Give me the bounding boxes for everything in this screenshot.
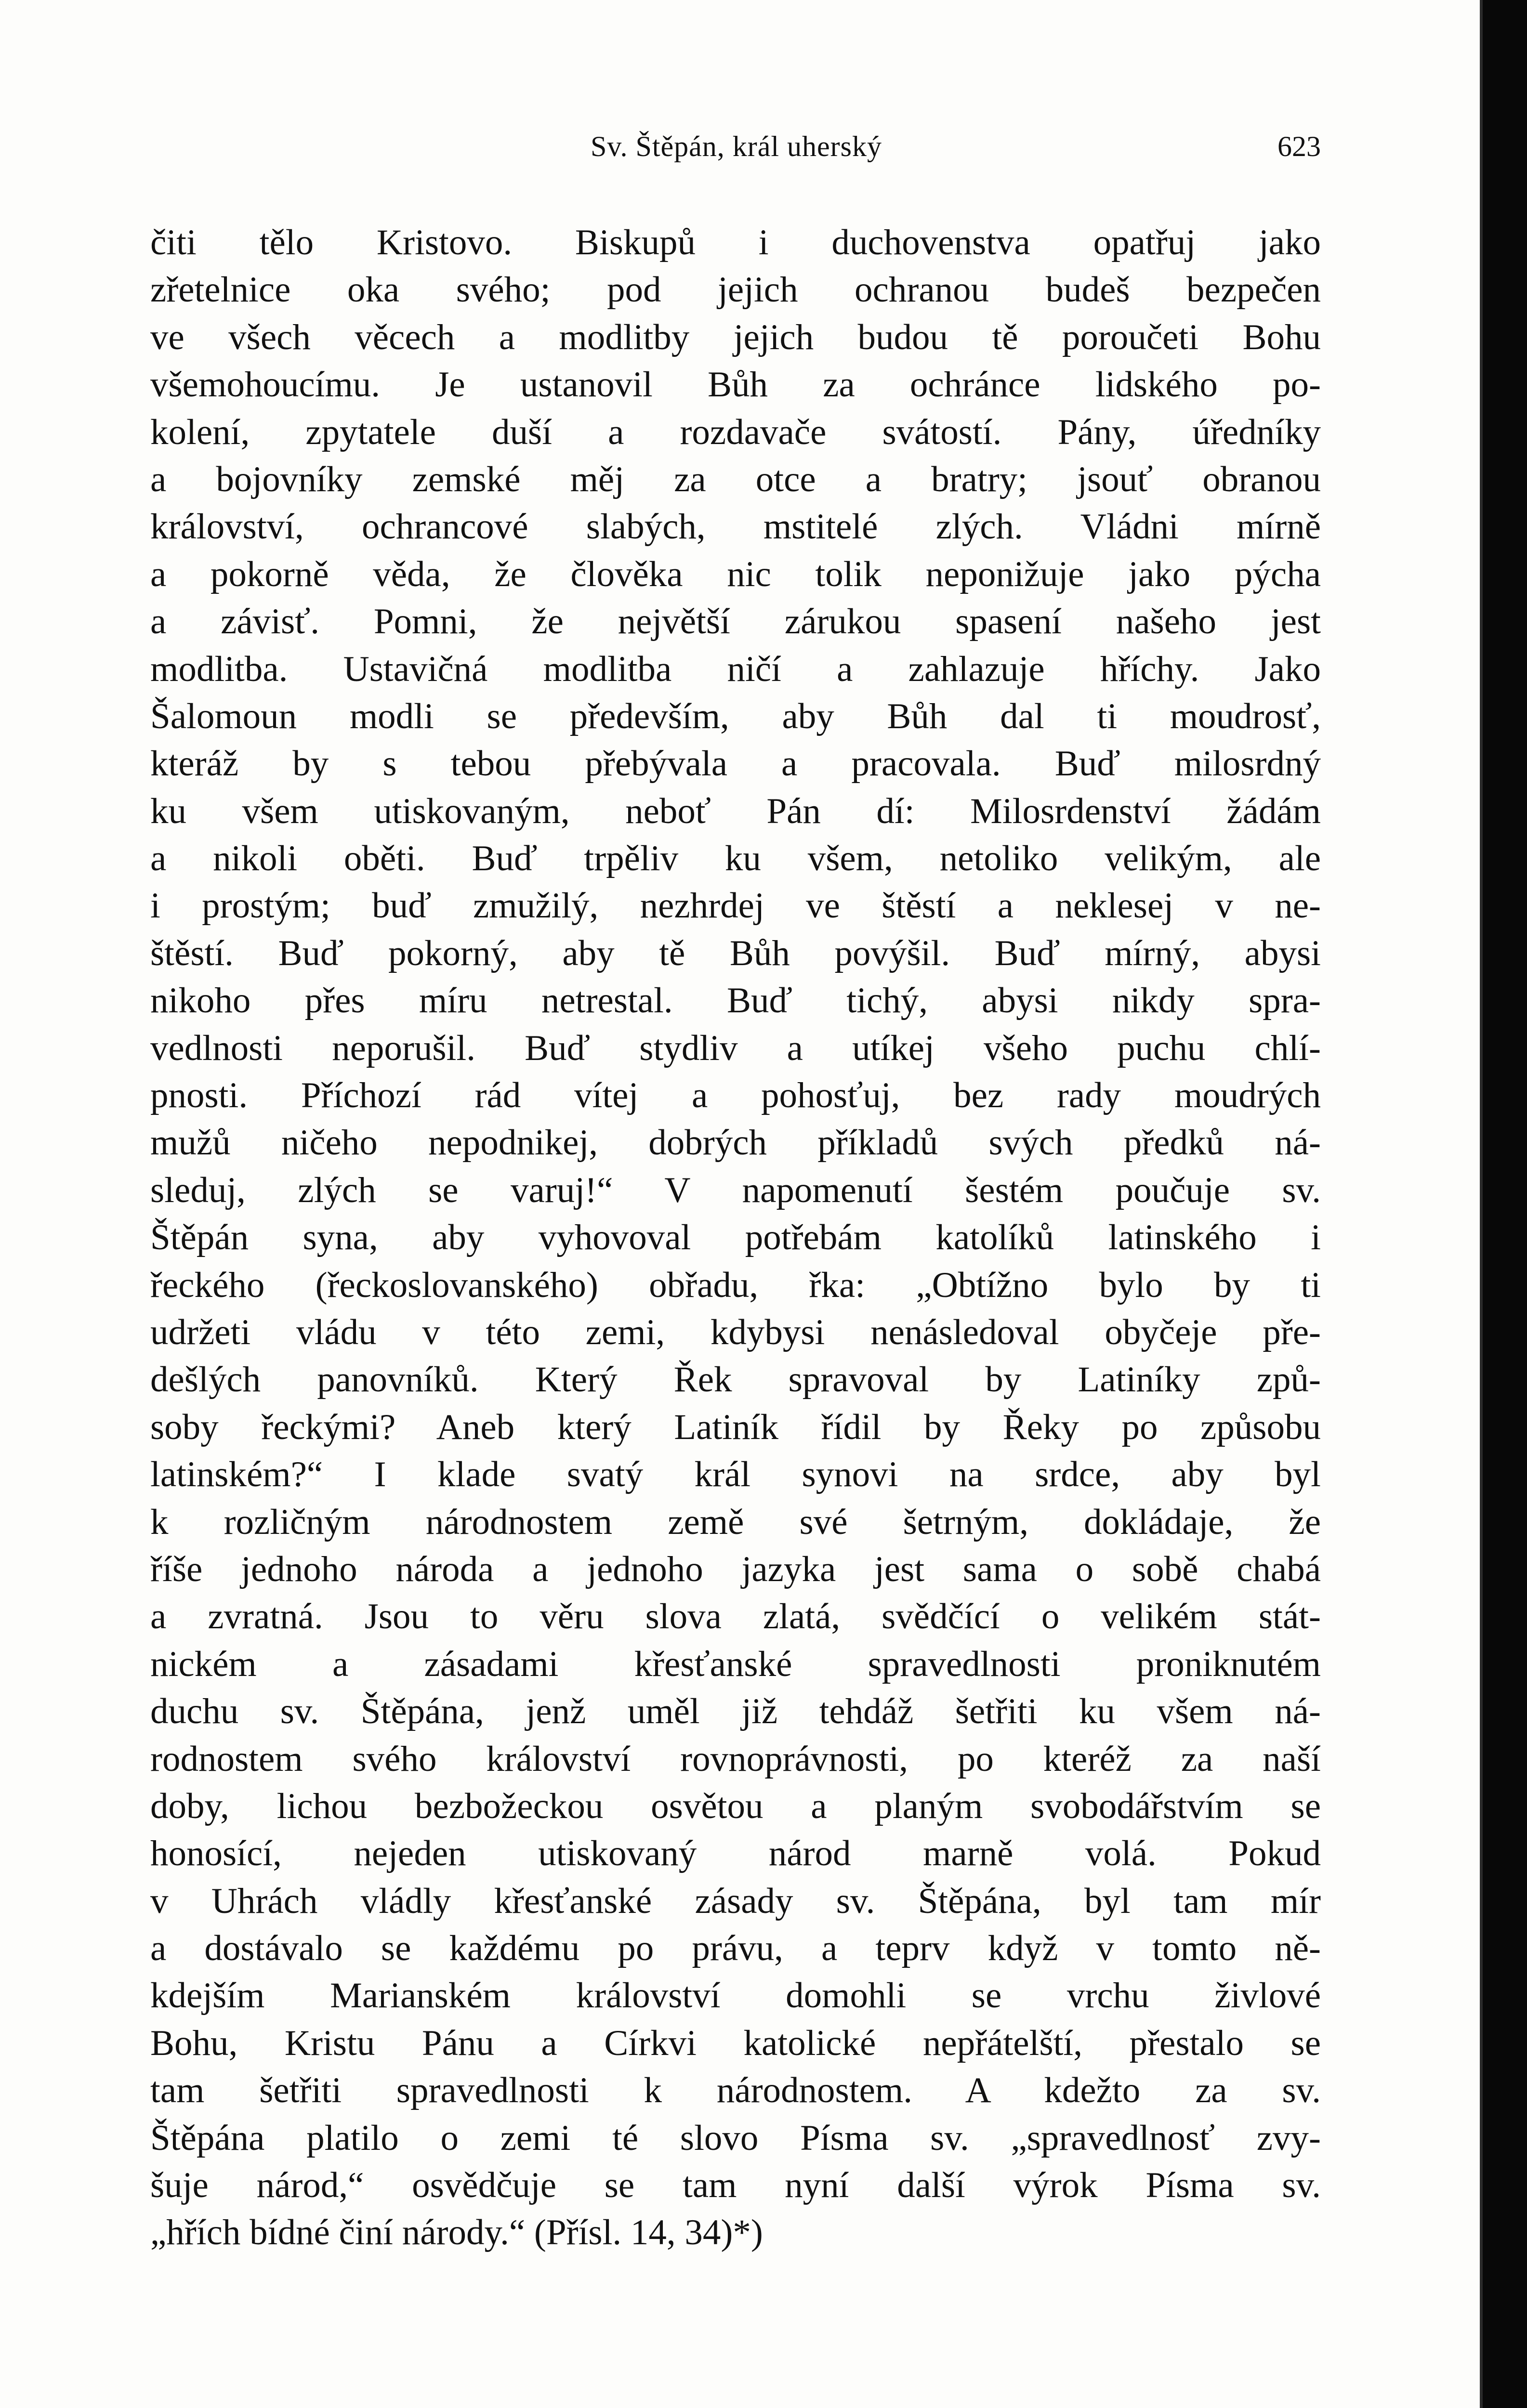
- text-line: Štěpán syna, aby vyhovoval potřebám katolíků latinského i: [150, 1217, 1321, 1258]
- text-line: pnosti. Příchozí rád vítej a pohosťuj, bez rady moudrých: [150, 1075, 1321, 1116]
- text-line: tam šetřiti spravedlnosti k národnostem. A kdežto za sv.: [150, 2070, 1321, 2111]
- text-line: dešlých panovníků. Který Řek spravoval by Latiníky způ-: [150, 1360, 1321, 1400]
- text-line: „hřích bídné činí národy.“ (Přísl. 14, 34)*): [150, 2212, 763, 2253]
- text-line: a závisť. Pomni, že největší zárukou spasení našeho jest: [150, 602, 1321, 642]
- text-line: modlitba. Ustavičná modlitba ničí a zahlazuje hříchy. Jako: [150, 649, 1321, 689]
- text-line: doby, lichou bezbožeckou osvětou a planým svobodářstvím se: [150, 1786, 1321, 1826]
- text-line: a zvratná. Jsou to věru slova zlatá, svědčící o velikém stát-: [150, 1597, 1321, 1637]
- text-line: ku všem utiskovaným, neboť Pán dí: Milosrdenství žádám: [150, 791, 1321, 831]
- text-line: zřetelnice oka svého; pod jejich ochranou budeš bezpečen: [150, 270, 1321, 310]
- text-line: nikoho přes míru netrestal. Buď tichý, abysi nikdy spra-: [150, 981, 1321, 1021]
- text-line: kdejším Marianském království domohli se vrchu živlové: [150, 1976, 1321, 2016]
- scan-edge: [1483, 0, 1527, 2408]
- main-text: [150, 219, 1321, 2257]
- text-line: rodnostem svého království rovnoprávnosti, po kteréž za naší: [150, 1739, 1321, 1779]
- text-line: sleduj, zlých se varuj!“ V napomenutí šestém poučuje sv.: [150, 1170, 1321, 1210]
- text-line: a dostávalo se každému po právu, a teprv když v tomto ně-: [150, 1928, 1321, 1969]
- text-line: ve všech věcech a modlitby jejich budou tě poroučeti Bohu: [150, 317, 1321, 357]
- text-line: i prostým; buď zmužilý, nezhrdej ve štěstí a neklesej v ne-: [150, 886, 1321, 926]
- text-line: Štěpána platilo o zemi té slovo Písma sv. „spravedlnosť zvy-: [150, 2118, 1321, 2158]
- text-line: všemohoucímu. Je ustanovil Bůh za ochránce lidského po-: [150, 365, 1321, 405]
- text-line: a bojovníky zemské měj za otce a bratry; jsouť obranou: [150, 459, 1321, 499]
- text-line: a nikoli oběti. Buď trpěliv ku všem, netoliko velikým, ale: [150, 838, 1321, 879]
- text-line: v Uhrách vládly křesťanské zásady sv. Štěpána, byl tam mír: [150, 1881, 1321, 1921]
- text-line: říše jednoho národa a jednoho jazyka jest sama o sobě chabá: [150, 1549, 1321, 1589]
- running-title: Sv. Štěpán, král uherský: [590, 131, 882, 162]
- text-line: řeckého (řeckoslovanského) obřadu, řka: „Obtížno bylo by ti: [150, 1265, 1321, 1305]
- text-line: latinském?“ I klade svatý král synovi na srdce, aby byl: [150, 1454, 1321, 1495]
- text-line: mužů ničeho nepodnikej, dobrých příkladů svých předků ná-: [150, 1123, 1321, 1163]
- text-line: soby řeckými? Aneb který Latiník řídil by Řeky po způsobu: [150, 1407, 1321, 1447]
- text-line: honosící, nejeden utiskovaný národ marně volá. Pokud: [150, 1833, 1321, 1874]
- page-number: 623: [1277, 131, 1321, 162]
- text-line: a pokorně věda, že člověka nic tolik neponižuje jako pýcha: [150, 554, 1321, 594]
- text-line: Bohu, Kristu Pánu a Církvi katolické nepřátelští, přestalo se: [150, 2023, 1321, 2063]
- text-line: Šalomoun modli se především, aby Bůh dal ti moudrosť,: [150, 696, 1321, 736]
- text-line: duchu sv. Štěpána, jenž uměl již tehdáž šetřiti ku všem ná-: [150, 1691, 1321, 1732]
- text-line: k rozličným národnostem země své šetrným, dokládaje, že: [150, 1502, 1321, 1542]
- text-line: štěstí. Buď pokorný, aby tě Bůh povýšil. Buď mírný, abysi: [150, 933, 1321, 973]
- text-line: království, ochrancové slabých, mstitelé zlých. Vládni mírně: [150, 507, 1321, 547]
- text-line: čiti tělo Kristovo. Biskupů i duchovenstva opatřuj jako: [150, 222, 1321, 262]
- text-line: nickém a zásadami křesťanské spravedlnosti proniknutém: [150, 1644, 1321, 1684]
- text-line: šuje národ,“ osvědčuje se tam nyní další výrok Písma sv.: [150, 2165, 1321, 2206]
- text-line: vedlnosti neporušil. Buď stydliv a utíkej všeho puchu chlí-: [150, 1028, 1321, 1068]
- text-line: udržeti vládu v této zemi, kdybysi nenásledoval obyčeje pře-: [150, 1312, 1321, 1352]
- text-line: kteráž by s tebou přebývala a pracovala. Buď milosrdný: [150, 744, 1321, 784]
- page-header: [152, 130, 1321, 169]
- text-line: kolení, zpytatele duší a rozdavače svátostí. Pány, úředníky: [150, 412, 1321, 452]
